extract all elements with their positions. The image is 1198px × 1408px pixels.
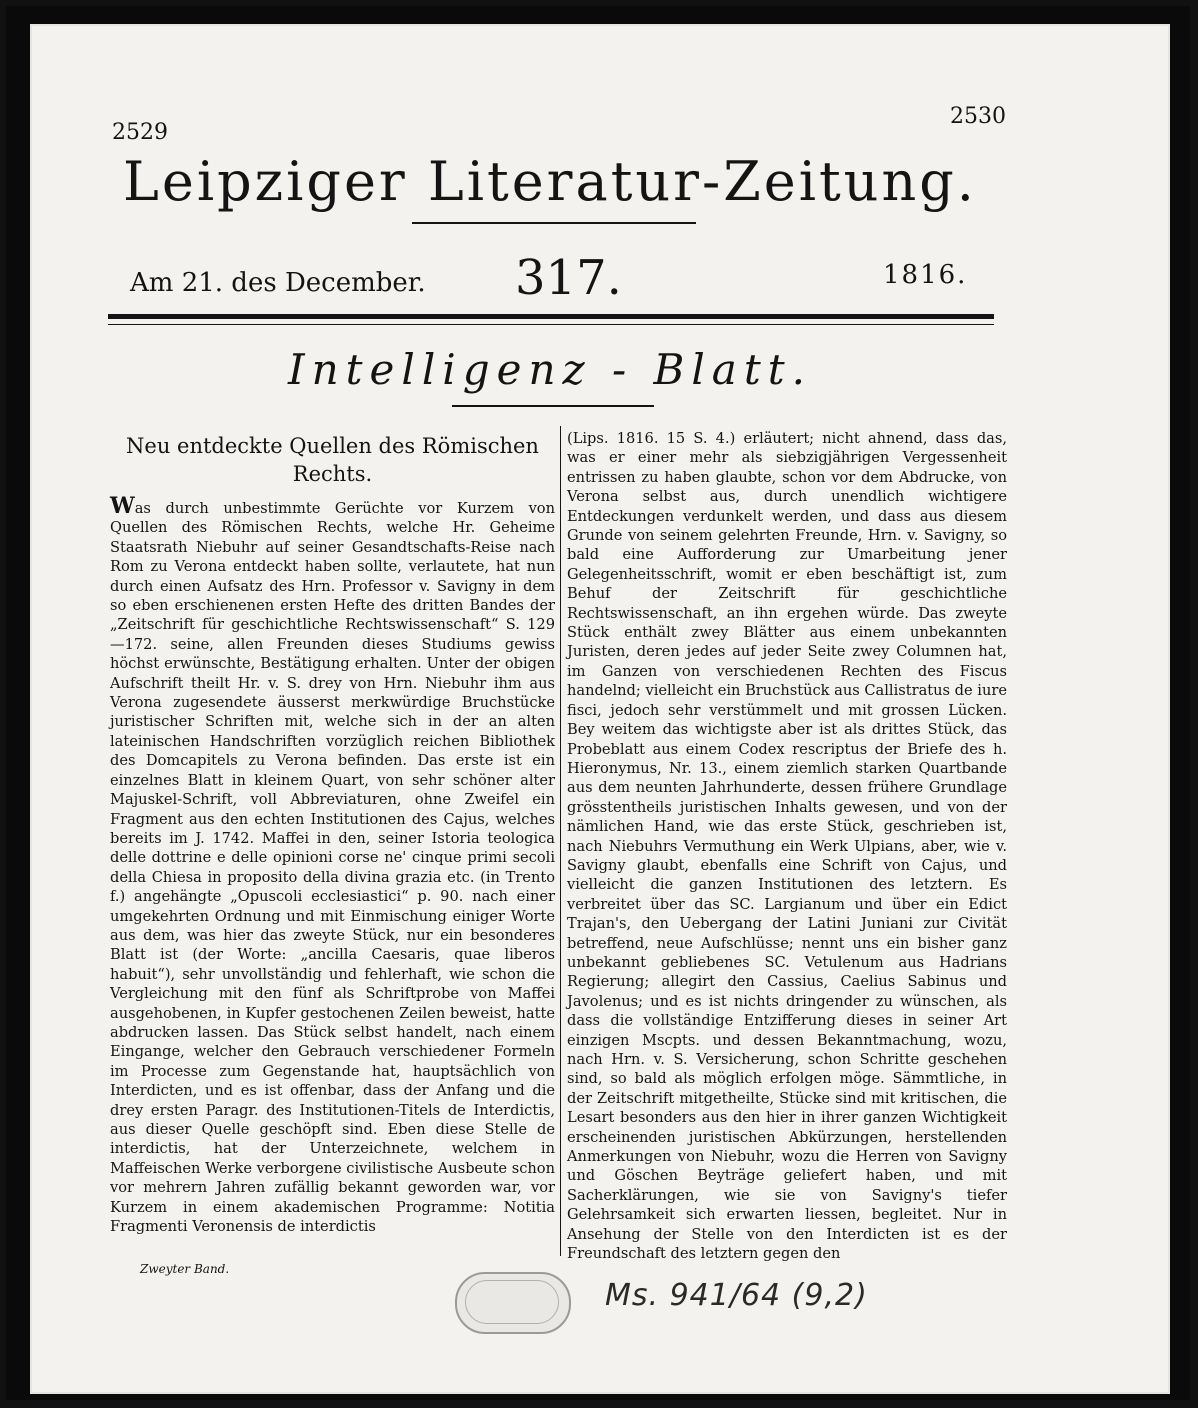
year: 1816. <box>883 260 968 290</box>
section-rule <box>452 405 654 407</box>
section-title: Intelligenz - Blatt. <box>288 345 812 394</box>
masthead-rule <box>412 222 696 224</box>
column-divider <box>560 426 561 1256</box>
article-heading-line-1: Neu entdeckte Quellen des Römischen <box>126 434 539 458</box>
left-column-text <box>110 493 555 1236</box>
header-thick-rule <box>108 314 994 319</box>
drop-capital: W <box>110 493 135 519</box>
dateline: Am 21. des December. <box>130 268 426 298</box>
page-number-right: 2530 <box>950 104 1006 129</box>
header-thin-rule <box>108 324 994 325</box>
library-stamp <box>455 1272 571 1334</box>
left-column <box>110 493 555 1236</box>
article-heading-line-2: Rechts. <box>292 462 373 486</box>
issue-number: 317. <box>515 250 622 306</box>
left-column-body: as durch unbestimmte Gerüchte vor Kurzem von Quellen des Römischen Rechts, welche Hr. Geheime Staatsrath Niebuhr auf seiner Gesandtschafts-Reise nach Rom zu Verona entdeckt haben sollte, verlautete, hat nun durch einen Aufsatz des Hrn. Professor v. Savigny in dem so eben erschienenen ersten Hefte des dritten Bandes der „Zeitschrift für geschichtliche Rechtswissenschaft“ S. 129—172. seine, allen Freunden dieses Studiums gewiss höchst erwünschte, Bestätigung erhalten. Unter der obigen Aufschrift theilt Hr. v. S. drey von Hrn. Niebuhr ihm aus Verona zugesendete äusserst merkwürdige Bruchstücke juristischer Schriften mit, welche sich in der an alten lateinischen Handschriften vorzüglich reichen Bibliothek des Domcapitels zu Verona befinden. Das erste ist ein einzelnes Blatt in kleinem Quart, von sehr schöner alter Majuskel-Schrift, voll Abbreviaturen, ohne Zweifel ein Fragment aus den echten Institutionen des Cajus, welches bereits im J. 1742. Maffei in den, seiner Istoria teologica delle dottrine e delle opinioni corse ne' cinque primi secoli della Chiesa in proposito della divina grazia etc. (in Trento f.) angehängte „Opuscoli ecclesiastici“ p. 90. nach einer umgekehrten Ordnung und mit Einmischung einiger Worte aus dem, was hier das zweyte Stück, nur ein besonderes Blatt ist (der Worte: „ancilla Caesaris, quae liberos habuit“), sehr unvollständig und fehlerhaft, wie schon die Vergleichung mit den fünf als Schriftprobe von Maffei ausgehobenen, in Kupfer gestochenen Zeilen beweist, hatte abdrucken lassen. Das Stück selbst handelt, nach einem Eingange, welcher den Gebrauch verschiedener Formeln im Processe zum Gegenstande hat, hauptsächlich von Interdicten, und es ist offenbar, dass der Anfang und die drey ersten Paragr. des Institutionen-Titels de Interdictis, aus dieser Quelle geschöpft sind. Eben diese Stelle de interdictis, hat der Unterzeichnete, welchem in Maffeischen Werke verborgene civilistische Ausbeute schon vor mehrern Jahren zufällig bekannt geworden war, vor Kurzem in einem akademischen Programme: Notitia Fragmenti Veronensis de interdictis <box>110 500 555 1236</box>
page-number-left: 2529 <box>112 120 168 145</box>
right-column <box>567 429 1007 1263</box>
right-column-body: (Lips. 1816. 15 S. 4.) erläutert; nicht ahnend, dass das, was er einer mehr als siebzigjährigen Vergessenheit entrissen zu haben glaubte, schon vor dem Abdrucke, von Verona selbst aus, durch unendlich wichtigere Entdeckungen verdunkelt werden, und dass aus diesem Grunde von seinem gelehrten Freunde, Hrn. v. Savigny, so bald eine Aufforderung zur Umarbeitung jener Gelegenheitsschrift, womit er eben beschäftigt ist, zum Behuf der Zeitschrift für geschichtliche Rechtswissenschaft, an ihn ergehen würde. Das zweyte Stück enthält zwey Blätter aus einem unbekannten Juristen, deren jedes auf jeder Seite zwey Columnen hat, im Ganzen von verschiedenen Rechten des Fiscus handelnd; vielleicht ein Bruchstück aus Callistratus de iure fisci, jedoch sehr verstümmelt und mit grossen Lücken. Bey weitem das wichtigste aber ist als drittes Stück, das Probeblatt aus einem Codex rescriptus der Briefe des h. Hieronymus, Nr. 13., einem ziemlich starken Quartbande aus dem neunten Jahrhunderte, dessen frühere Grundlage grösstentheils juristischen Inhalts gewesen, und von der nämlichen Hand, wie das erste Stück, geschrieben ist, nach Niebuhrs Vermuthung ein Werk Ulpians, aber, wie v. Savigny glaubt, ebenfalls eine Schrift von Cajus, und vielleicht die ganzen Institutionen des letztern. Es verbreitet über das SC. Largianum und über ein Edict Trajan's, den Uebergang der Latini Juniani zur Civität betreffend, neue Aufschlüsse; nennt uns ein bisher ganz unbekannt gebliebenes SC. Vetulenum aus Hadrians Regierung; allegirt den Cassius, Caelius Sabinus und Javolenus; und es ist nichts dringender zu wünschen, als dass die vollständige Entzifferung dieses in seiner Art einzigen Mscpts. und dessen Bekanntmachung, wozu, nach Hrn. v. S. Versicherung, schon Schritte geschehen sind, so bald als möglich erfolgen möge. Sämmtliche, in der Zeitschrift mitgetheilte, Stücke sind mit kritischen, die Lesart besonders aus den hier in ihrer ganzen Wichtigkeit erscheinenden juristischen Abkürzungen, herstellenden Anmerkungen von Niebuhr, wozu die Herren von Savigny und Göschen Beyträge geliefert haben, und mit Sacherklärungen, wie sie von Savigny's tiefer Gelehrsamkeit sich erwarten liessen, begleitet. Nur in Ansehung der Stelle von den Interdicten ist es der Freundschaft des letztern gegen den <box>567 430 1007 1263</box>
masthead-title: Leipziger Literatur-Zeitung. <box>123 150 977 213</box>
article-heading <box>110 432 555 488</box>
library-stamp-inner-ring <box>465 1280 559 1324</box>
handwritten-shelfmark: Ms. 941/64 (9,2) <box>605 1278 868 1313</box>
volume-note: Zweyter Band. <box>140 1262 230 1276</box>
